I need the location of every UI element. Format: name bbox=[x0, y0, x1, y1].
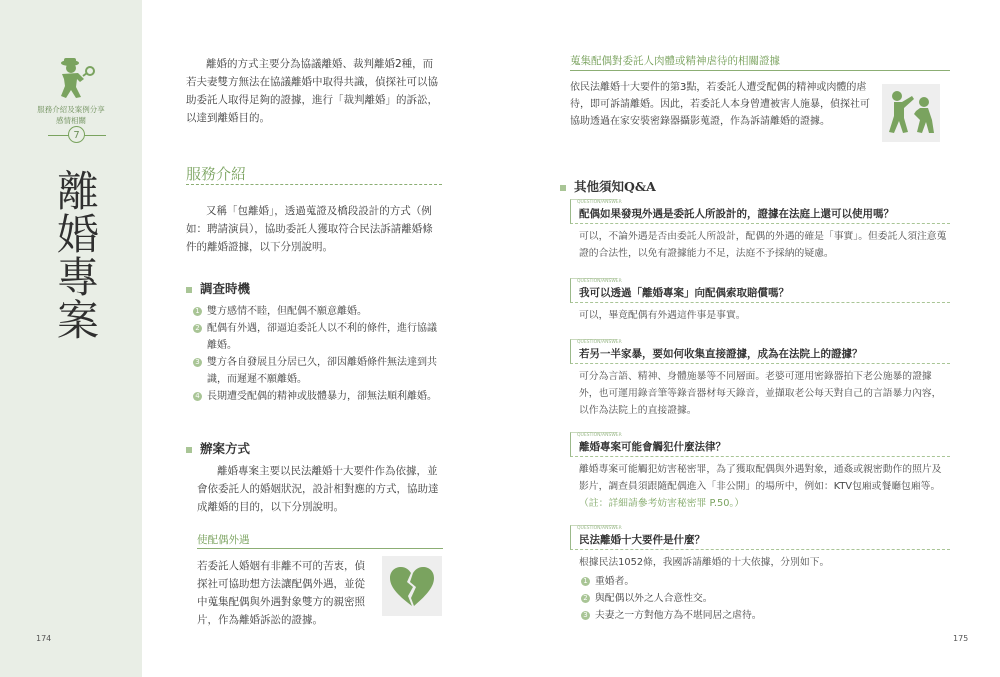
number-badge: 1 bbox=[193, 307, 202, 316]
list-item bbox=[193, 388, 445, 405]
timing-list bbox=[193, 303, 445, 405]
page-number-right: 175 bbox=[953, 634, 969, 643]
law-list bbox=[581, 573, 941, 624]
chapter-number: 7 bbox=[68, 126, 85, 143]
number-badge: 2 bbox=[193, 324, 202, 333]
number-badge: 1 bbox=[581, 577, 590, 586]
chapter-title: 離婚專案 bbox=[56, 167, 99, 345]
qa-title-text: 其他須知Q&A bbox=[574, 179, 656, 194]
qa-question: 民法離婚十大要件是什麼？ bbox=[570, 532, 950, 550]
bullet-square-icon bbox=[186, 447, 192, 453]
method-title-text: 辦案方式 bbox=[200, 441, 251, 456]
abuse-heading: 蒐集配偶對委託人肉體或精神虐待的相關證據 bbox=[570, 55, 780, 67]
subsection-title-method bbox=[186, 439, 250, 457]
detective-icon bbox=[50, 55, 98, 99]
page-number-left: 174 bbox=[36, 634, 52, 643]
qa-item bbox=[570, 278, 950, 324]
abuse-text: 依民法離婚十大要件的第3點，若委託人遭受配偶的精神或肉體的虐待，即可訴請離婚。因此，若委託人本身曾遭被害人施暴，偵探社可協助透過在家安裝密錄器攝影蒐證，作為訴請離婚的證據。 bbox=[570, 82, 870, 127]
intro-text: 離婚的方式主要分為協議離婚、裁判離婚2種，而若夫妻雙方無法在協議離婚中取得共識，偵探社可以協助委託人取得足夠的證據，進行「裁判離婚」的訴訟，以達到離婚目的。 bbox=[186, 58, 438, 124]
list-item bbox=[581, 607, 941, 624]
list-item-text: 雙方感情不睦，但配偶不願意離婚。 bbox=[207, 306, 367, 317]
section-divider bbox=[186, 184, 442, 185]
qa-tag: QUESTION/ANSWER bbox=[570, 199, 617, 206]
qa-item bbox=[570, 339, 950, 419]
qa-item bbox=[570, 525, 950, 571]
number-badge: 4 bbox=[193, 392, 202, 401]
fighting-illustration bbox=[882, 84, 940, 142]
broken-heart-illustration bbox=[382, 556, 442, 616]
bullet-square-icon bbox=[560, 185, 566, 191]
list-item bbox=[581, 573, 941, 590]
qa-answer: 可分為言語、精神、身體施暴等不同層面。老婆可運用密錄器拍下老公施暴的證據外，也可運用錄音筆等錄音器材每天錄音，並擷取老公每天對自己的言語暴力內容，以作為法院上的直接證據。 bbox=[579, 371, 942, 416]
list-item-text: 夫妻之一方對他方為不堪同居之虐待。 bbox=[595, 610, 762, 621]
qa-tag: QUESTION/ANSWER bbox=[570, 525, 617, 532]
heading-underline bbox=[197, 548, 443, 549]
category-label: 服務介紹及案例分享 bbox=[37, 105, 105, 114]
qa-note: （註：詳細請參考妨害秘密罪 P.50。） bbox=[579, 498, 745, 509]
qa-tag: QUESTION/ANSWER bbox=[570, 432, 617, 439]
qa-tag: QUESTION/ANSWER bbox=[570, 339, 617, 346]
qa-answer-text: 離婚專案可能觸犯妨害秘密罪，為了獲取配偶與外遇對象，通姦或親密動作的照片及影片，調查員須跟隨配偶進入「非公開」的場所中，例如：KTV包廂或餐廳包廂等。 bbox=[579, 464, 942, 492]
sidebar bbox=[0, 0, 142, 677]
qa-item bbox=[570, 432, 950, 512]
number-badge: 3 bbox=[193, 358, 202, 367]
list-item bbox=[193, 303, 445, 320]
section-title-service: 服務介紹 bbox=[186, 165, 247, 183]
list-item-text: 配偶有外遇，卻逼迫委託人以不利的條件，進行協議離婚。 bbox=[207, 323, 437, 351]
affair-text: 若委託人婚姻有非離不可的苦衷，偵探社可協助想方法讓配偶外遇，並從中蒐集配偶與外遇對象雙方的親密照片，作為離婚訴訟的證據。 bbox=[197, 560, 365, 626]
number-badge: 2 bbox=[581, 594, 590, 603]
qa-answer bbox=[570, 461, 950, 512]
number-badge: 3 bbox=[581, 611, 590, 620]
list-item-text: 長期遭受配偶的精神或肢體暴力，卻無法順利離婚。 bbox=[207, 391, 437, 402]
qa-item bbox=[570, 199, 950, 262]
affair-heading: 使配偶外遇 bbox=[197, 534, 250, 546]
service-text: 又稱「包離婚」，透過蒐證及橋段設計的方式（例如：聘請演員），協助委託人獲取符合民法訴請離婚條件的離婚證據，以下分別說明。 bbox=[186, 205, 433, 253]
qa-answer: 根據民法1052條，我國訴請離婚的十大依據，分別如下。 bbox=[579, 557, 830, 568]
bullet-square-icon bbox=[186, 287, 192, 293]
heading-underline bbox=[570, 70, 950, 71]
qa-question: 離婚專案可能會觸犯什麼法律？ bbox=[570, 439, 950, 457]
timing-title-text: 調查時機 bbox=[200, 281, 251, 296]
subcategory-label: 感情相關 bbox=[56, 116, 86, 125]
qa-question: 若另一半家暴，要如何收集直接證據，成為在法院上的證據？ bbox=[570, 346, 950, 364]
qa-tag: QUESTION/ANSWER bbox=[570, 278, 617, 285]
list-item bbox=[193, 320, 445, 354]
method-text: 離婚專案主要以民法離婚十大要件作為依據，並會依委託人的婚姻狀況，設計相對應的方式，協助達成離婚的目的，以下分別說明。 bbox=[197, 465, 439, 513]
list-item bbox=[581, 590, 941, 607]
list-item bbox=[193, 354, 445, 388]
broken-heart-icon bbox=[382, 556, 442, 616]
list-item-text: 與配偶以外之人合意性交。 bbox=[595, 593, 713, 604]
list-item-text: 雙方各自發展且分居已久，卻因離婚條件無法達到共識，而遲遲不願離婚。 bbox=[207, 357, 437, 385]
fighting-people-icon bbox=[882, 84, 940, 142]
qa-answer: 可以，畢竟配偶有外遇這件事是事實。 bbox=[579, 310, 746, 321]
qa-answer: 可以，不論外遇是否由委託人所設計，配偶的外遇的確是「事實」。但委託人須注意蒐證的合法性，以免有證據能力不足，法庭不予採納的疑慮。 bbox=[579, 231, 947, 259]
qa-section-title bbox=[560, 177, 656, 195]
subsection-title-timing bbox=[186, 279, 250, 297]
qa-question: 配偶如果發現外遇是委託人所設計的，證據在法庭上還可以使用嗎？ bbox=[570, 206, 950, 224]
qa-question: 我可以透過「離婚專案」向配偶索取賠償嗎？ bbox=[570, 285, 950, 303]
list-item-text: 重婚者。 bbox=[595, 576, 635, 587]
